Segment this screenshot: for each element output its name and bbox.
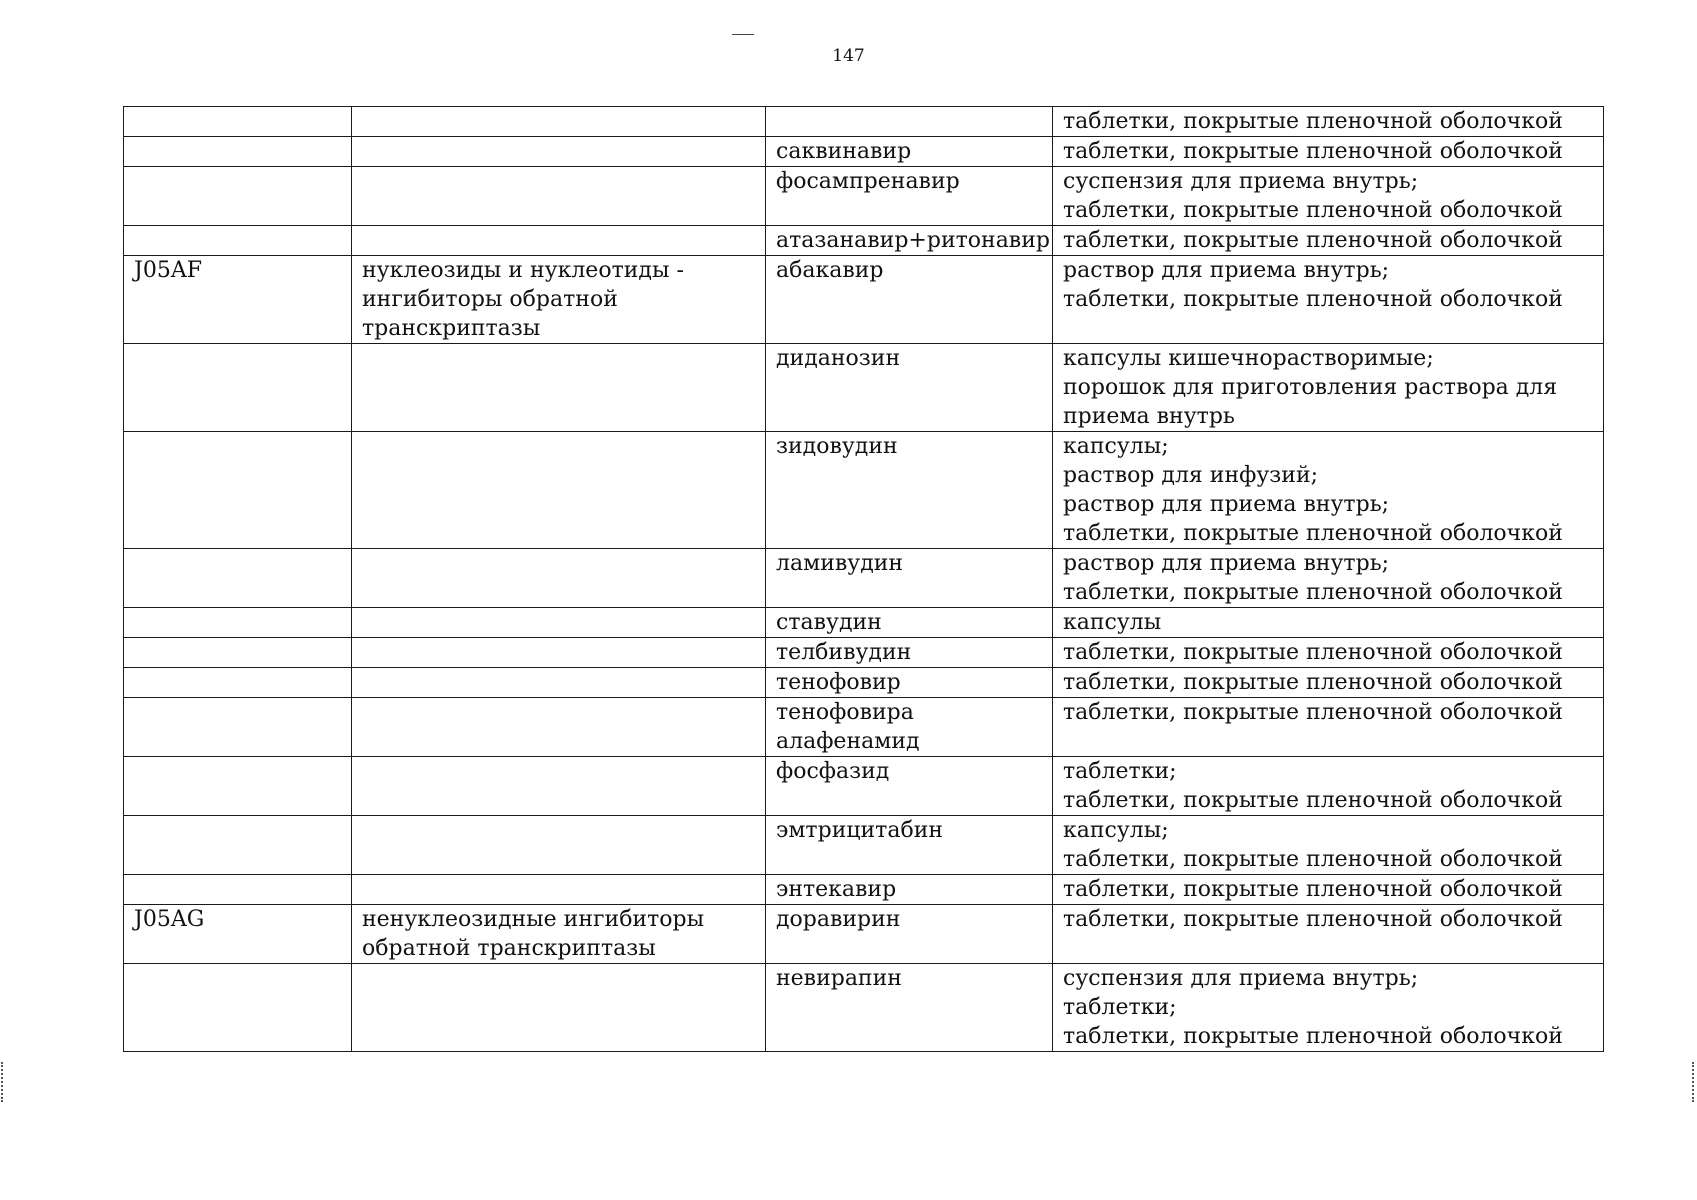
drug-name-cell: ламивудин	[766, 549, 1053, 608]
table-row	[124, 875, 1604, 905]
pharmacological-group-cell	[352, 816, 766, 875]
dosage-form: раствор для приема внутрь;	[1063, 492, 1390, 517]
dosage-form: таблетки, покрытые пленочной оболочкой	[1063, 139, 1563, 164]
table-row	[124, 698, 1604, 757]
table-row	[124, 137, 1604, 167]
table-row	[124, 816, 1604, 875]
dosage-form: капсулы;	[1063, 818, 1169, 843]
pharmacological-group-cell	[352, 432, 766, 549]
dosage-form: таблетки, покрытые пленочной оболочкой	[1063, 877, 1563, 902]
dosage-forms-cell	[1053, 226, 1604, 256]
drug-name-cell: фосампренавир	[766, 167, 1053, 226]
dosage-forms-cell	[1053, 107, 1604, 137]
drug-name-cell: ставудин	[766, 608, 1053, 638]
pharmacological-group-cell	[352, 698, 766, 757]
dosage-forms-cell	[1053, 256, 1604, 344]
drug-name-cell: фосфазид	[766, 757, 1053, 816]
atc-code-cell	[124, 875, 352, 905]
dosage-form: таблетки, покрытые пленочной оболочкой	[1063, 700, 1563, 725]
pharmacological-group-cell	[352, 608, 766, 638]
dosage-forms-cell	[1053, 549, 1604, 608]
dosage-form: таблетки;	[1063, 995, 1177, 1020]
atc-code-cell	[124, 344, 352, 432]
atc-code-cell	[124, 608, 352, 638]
drug-name-cell: тенофовира алафенамид	[766, 698, 1053, 757]
pharmacological-group-cell: ненуклеозидные ингибиторы обратной транскриптазы	[352, 905, 766, 964]
pharmacological-group-cell	[352, 226, 766, 256]
drug-name-cell: зидовудин	[766, 432, 1053, 549]
table-row	[124, 608, 1604, 638]
dosage-forms-cell	[1053, 875, 1604, 905]
dosage-form: капсулы	[1063, 610, 1162, 635]
dosage-form: таблетки, покрытые пленочной оболочкой	[1063, 788, 1563, 813]
atc-code-cell	[124, 226, 352, 256]
drug-name-cell: саквинавир	[766, 137, 1053, 167]
pharmacological-group-cell	[352, 549, 766, 608]
dosage-form: раствор для приема внутрь;	[1063, 551, 1390, 576]
dosage-form: суспензия для приема внутрь;	[1063, 966, 1419, 991]
pharmacological-group-cell	[352, 344, 766, 432]
dosage-forms-cell	[1053, 344, 1604, 432]
drug-name-cell: атазанавир+ритонавир	[766, 226, 1053, 256]
drug-name-cell: эмтрицитабин	[766, 816, 1053, 875]
table-row	[124, 107, 1604, 137]
atc-code-cell	[124, 137, 352, 167]
dosage-form: таблетки, покрытые пленочной оболочкой	[1063, 287, 1563, 312]
table-row	[124, 432, 1604, 549]
dosage-forms-cell	[1053, 137, 1604, 167]
scan-edge-mark-left	[1, 1062, 5, 1102]
atc-code-cell	[124, 757, 352, 816]
dosage-form: таблетки, покрытые пленочной оболочкой	[1063, 521, 1563, 546]
table-row	[124, 638, 1604, 668]
dosage-forms-cell	[1053, 432, 1604, 549]
drug-name-cell: тенофовир	[766, 668, 1053, 698]
dosage-form: суспензия для приема внутрь;	[1063, 169, 1419, 194]
dosage-forms-cell	[1053, 167, 1604, 226]
pharmacological-group-cell	[352, 757, 766, 816]
dosage-forms-cell	[1053, 905, 1604, 964]
dosage-form: раствор для приема внутрь;	[1063, 258, 1390, 283]
page-number: 147	[832, 46, 865, 66]
table-row	[124, 757, 1604, 816]
dosage-forms-cell	[1053, 964, 1604, 1052]
dosage-form: таблетки, покрытые пленочной оболочкой	[1063, 640, 1563, 665]
atc-code-cell	[124, 964, 352, 1052]
atc-code-cell	[124, 549, 352, 608]
drug-table-body	[124, 107, 1604, 1052]
table-row	[124, 549, 1604, 608]
dosage-form: таблетки, покрытые пленочной оболочкой	[1063, 198, 1563, 223]
atc-code-cell: J05AF	[124, 256, 352, 344]
drug-name-cell: абакавир	[766, 256, 1053, 344]
pharmacological-group-cell	[352, 668, 766, 698]
drug-table	[123, 106, 1604, 1052]
dosage-forms-cell	[1053, 698, 1604, 757]
dosage-form: порошок для приготовления раствора для приема внутрь	[1063, 375, 1558, 429]
dosage-form: таблетки, покрытые пленочной оболочкой	[1063, 907, 1563, 932]
pharmacological-group-cell	[352, 875, 766, 905]
dosage-forms-cell	[1053, 757, 1604, 816]
table-row	[124, 167, 1604, 226]
drug-name-cell: энтекавир	[766, 875, 1053, 905]
table-row	[124, 964, 1604, 1052]
drug-name-cell: диданозин	[766, 344, 1053, 432]
table-row	[124, 905, 1604, 964]
dosage-form: таблетки, покрытые пленочной оболочкой	[1063, 847, 1563, 872]
atc-code-cell	[124, 432, 352, 549]
drug-name-cell: телбивудин	[766, 638, 1053, 668]
atc-code-cell	[124, 638, 352, 668]
drug-name-cell: доравирин	[766, 905, 1053, 964]
atc-code-cell	[124, 816, 352, 875]
dosage-form: таблетки, покрытые пленочной оболочкой	[1063, 1024, 1563, 1049]
dosage-form: капсулы;	[1063, 434, 1169, 459]
table-row	[124, 668, 1604, 698]
dosage-form: капсулы кишечнорастворимые;	[1063, 346, 1434, 371]
table-row	[124, 344, 1604, 432]
pharmacological-group-cell	[352, 137, 766, 167]
dosage-forms-cell	[1053, 638, 1604, 668]
dosage-form: таблетки, покрытые пленочной оболочкой	[1063, 670, 1563, 695]
dosage-form: таблетки, покрытые пленочной оболочкой	[1063, 580, 1563, 605]
drug-name-cell	[766, 107, 1053, 137]
atc-code-cell	[124, 698, 352, 757]
dosage-forms-cell	[1053, 816, 1604, 875]
atc-code-cell	[124, 668, 352, 698]
dosage-form: раствор для инфузий;	[1063, 463, 1319, 488]
drug-name-cell: невирапин	[766, 964, 1053, 1052]
pharmacological-group-cell	[352, 638, 766, 668]
atc-code-cell: J05AG	[124, 905, 352, 964]
pharmacological-group-cell	[352, 107, 766, 137]
atc-code-cell	[124, 167, 352, 226]
scan-edge-mark-right	[1692, 1062, 1696, 1102]
dosage-forms-cell	[1053, 608, 1604, 638]
pharmacological-group-cell	[352, 167, 766, 226]
dosage-forms-cell	[1053, 668, 1604, 698]
dosage-form: таблетки, покрытые пленочной оболочкой	[1063, 109, 1563, 134]
table-row	[124, 226, 1604, 256]
pharmacological-group-cell	[352, 964, 766, 1052]
pharmacological-group-cell: нуклеозиды и нуклеотиды - ингибиторы обратной транскриптазы	[352, 256, 766, 344]
scan-mark	[732, 34, 754, 35]
table-row	[124, 256, 1604, 344]
dosage-form: таблетки;	[1063, 759, 1177, 784]
dosage-form: таблетки, покрытые пленочной оболочкой	[1063, 228, 1563, 253]
atc-code-cell	[124, 107, 352, 137]
